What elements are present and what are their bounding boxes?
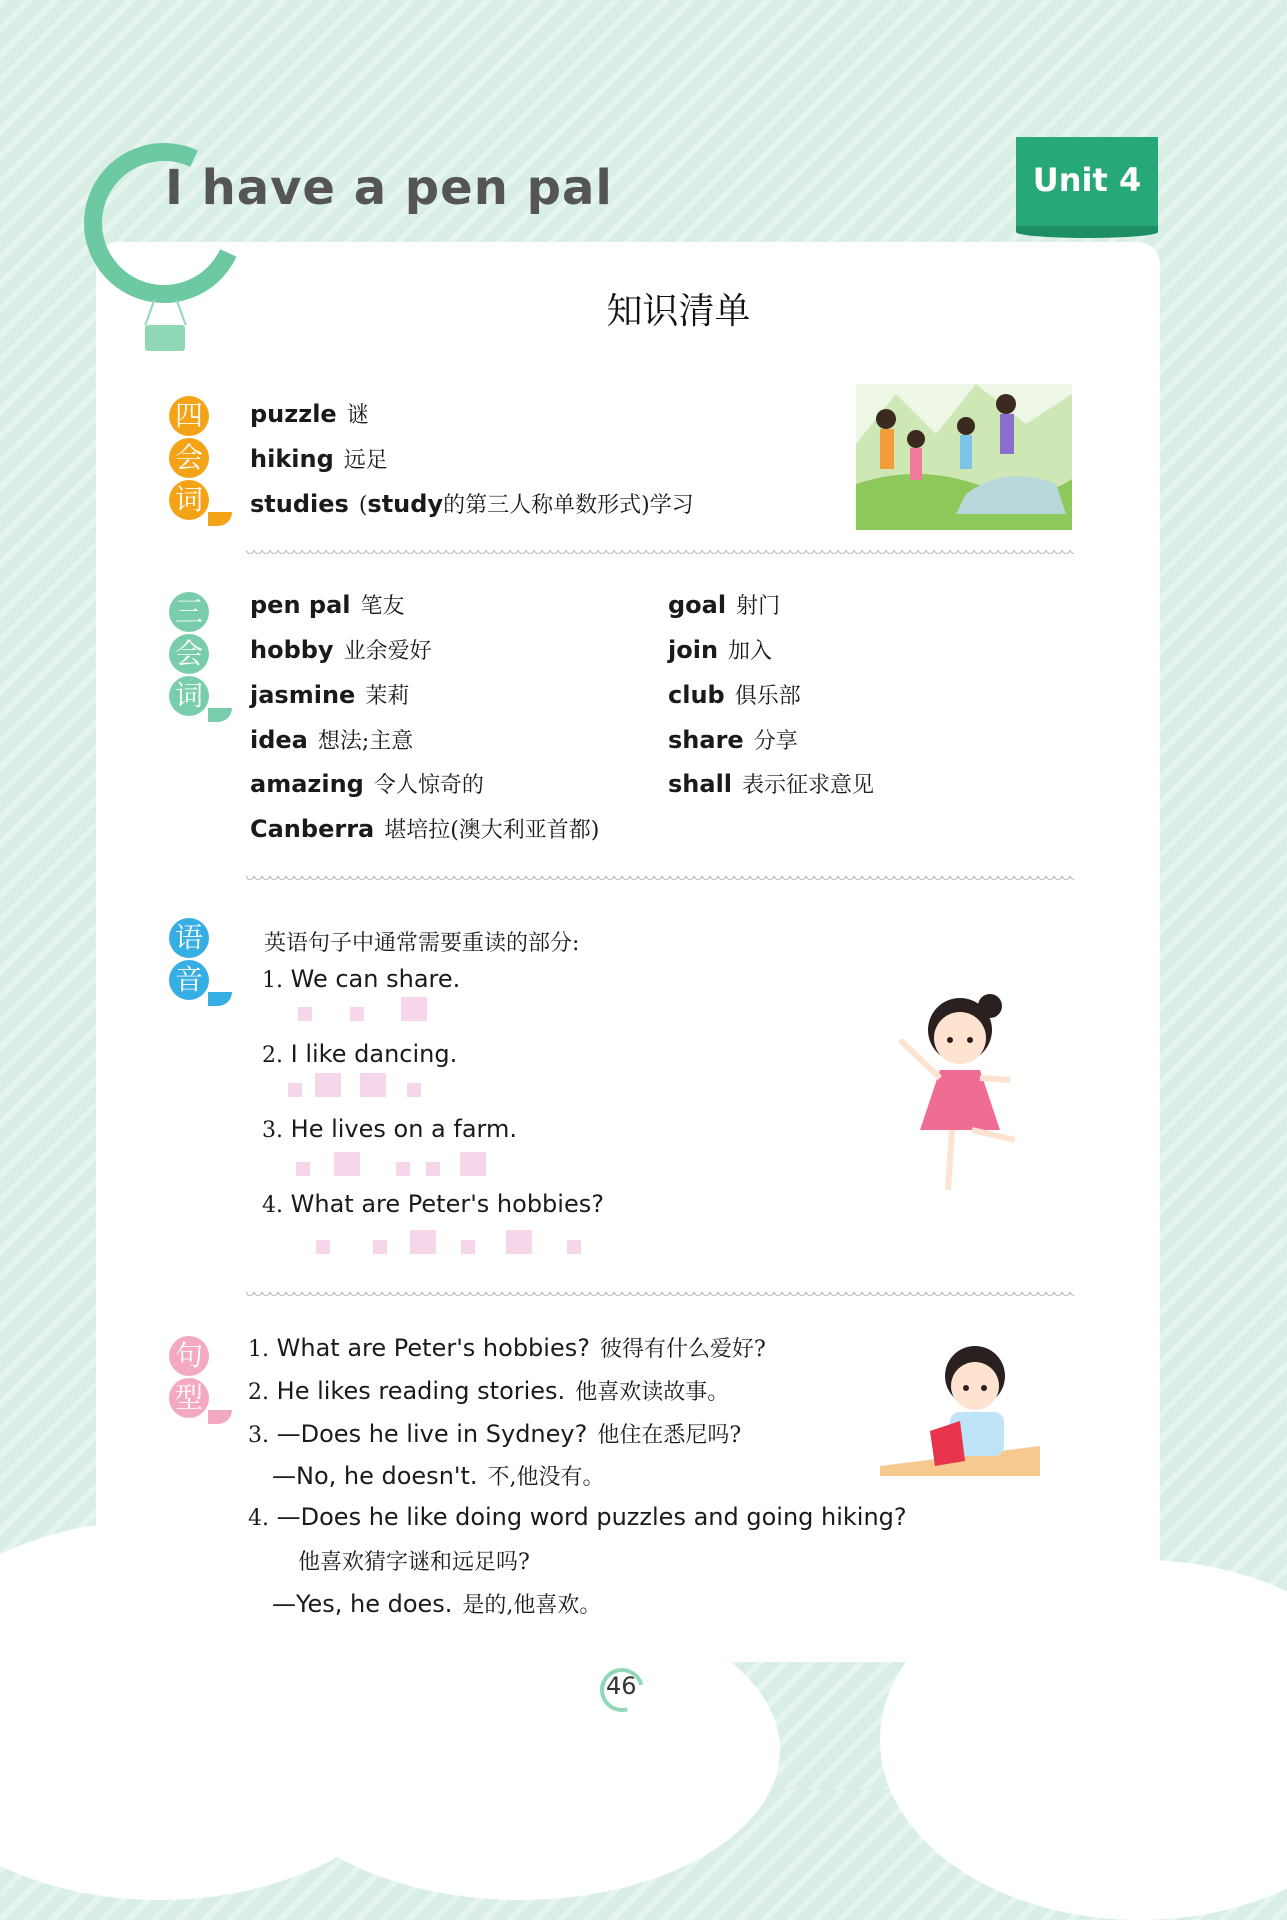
- pronunciation-sentence: 4. What are Peter's hobbies?: [262, 1190, 604, 1218]
- vocab-item: pen pal 笔友: [250, 591, 405, 619]
- vocab-item: jasmine 茉莉: [250, 681, 410, 709]
- hiking-family-illustration: [856, 364, 1072, 530]
- vocab-item: share 分享: [668, 726, 798, 754]
- vocab-item: club 俱乐部: [668, 681, 801, 709]
- vocab-item: hobby 业余爱好: [250, 636, 432, 664]
- section-title: 知识清单: [606, 291, 751, 332]
- vocab-item: puzzle 谜: [250, 400, 369, 428]
- stress-marker: [350, 1007, 364, 1021]
- reading-boy-illustration: [880, 1336, 1040, 1476]
- sentence-pattern: 他喜欢猜字谜和远足吗?: [298, 1550, 530, 1575]
- vocab-item: join 加入: [668, 636, 773, 664]
- pronunciation-sentence: 2. I like dancing.: [262, 1040, 458, 1068]
- pronunciation-intro: 英语句子中通常需要重读的部分:: [264, 931, 580, 956]
- stress-marker: [461, 1240, 475, 1254]
- stress-marker: [316, 1240, 330, 1254]
- stress-marker: [360, 1073, 386, 1097]
- page-number: 46: [606, 1672, 637, 1700]
- pronunciation-sentence: 1. We can share.: [262, 965, 461, 993]
- stress-marker: [401, 997, 427, 1021]
- sentence-pattern: —Yes, he does. 是的,他喜欢。: [272, 1590, 602, 1618]
- sentence-patterns-badge: 句 型: [168, 1336, 210, 1418]
- stress-marker: [298, 1007, 312, 1021]
- unit-label: Unit 4: [1016, 137, 1158, 230]
- section-divider: [246, 876, 1074, 882]
- four-skill-words-badge: 四 会 词: [168, 396, 210, 520]
- vocab-item: studies (study的第三人称单数形式)学习: [250, 490, 694, 518]
- vocab-item: idea 想法;主意: [250, 726, 414, 754]
- stress-marker: [334, 1152, 360, 1176]
- pronunciation-sentence: 3. He lives on a farm.: [262, 1115, 517, 1143]
- stress-marker: [567, 1240, 581, 1254]
- unit-title: I have a pen pal: [165, 160, 613, 216]
- section-divider: [246, 1292, 1074, 1298]
- vocab-item: shall 表示征求意见: [668, 770, 875, 798]
- stress-marker: [426, 1162, 440, 1176]
- stress-marker: [460, 1152, 486, 1176]
- stress-marker: [315, 1073, 341, 1097]
- stress-marker: [407, 1083, 421, 1097]
- vocab-item: amazing 令人惊奇的: [250, 770, 484, 798]
- section-divider: [246, 550, 1074, 556]
- vocab-item: goal 射门: [668, 591, 781, 619]
- pronunciation-badge: 语 音: [168, 918, 210, 1000]
- sentence-pattern: 4. —Does he like doing word puzzles and going hiking?: [248, 1503, 907, 1531]
- sentence-pattern: —No, he doesn't. 不,他没有。: [272, 1462, 605, 1490]
- sentence-pattern: 2. He likes reading stories. 他喜欢读故事。: [248, 1377, 730, 1405]
- sentence-pattern: 1. What are Peter's hobbies? 彼得有什么爱好?: [248, 1334, 766, 1362]
- stress-marker: [396, 1162, 410, 1176]
- dancing-girl-illustration: [880, 990, 1030, 1205]
- three-skill-words-badge: 三 会 词: [168, 592, 210, 716]
- stress-marker: [288, 1083, 302, 1097]
- stress-marker: [373, 1240, 387, 1254]
- stress-marker: [410, 1230, 436, 1254]
- stress-marker: [296, 1162, 310, 1176]
- vocab-item: hiking 远足: [250, 445, 388, 473]
- sentence-pattern: 3. —Does he live in Sydney? 他住在悉尼吗?: [248, 1420, 742, 1448]
- stress-marker: [506, 1230, 532, 1254]
- vocab-item: Canberra 堪培拉(澳大利亚首都): [250, 815, 600, 843]
